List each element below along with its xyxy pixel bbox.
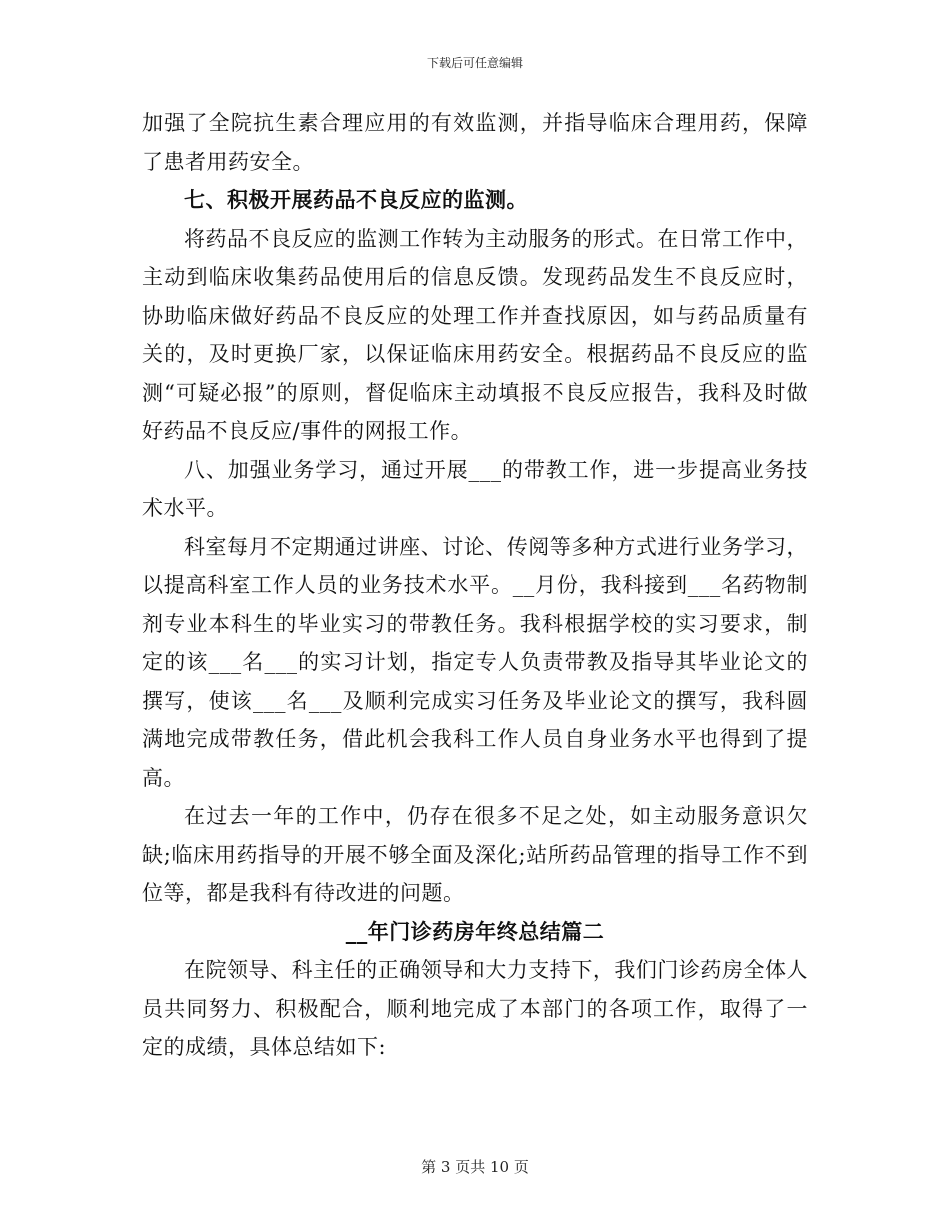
section-heading-8: 八、加强业务学习，通过开展___的带教工作，进一步提高业务技术水平。: [142, 457, 808, 520]
paragraph-shortcomings: 在过去一年的工作中，仍存在很多不足之处，如主动服务意识欠缺;临床用药指导的开展不够全面及深化;站所药品管理的指导工作不到位等，都是我科有待改进的问题。: [142, 804, 808, 905]
section-heading-7: 七、积极开展药品不良反应的监测。: [184, 187, 528, 212]
document-body: [142, 104, 808, 1067]
page-header: 下载后可任意编辑: [426, 56, 523, 70]
article-title-part-2: __年门诊药房年终总结篇二: [345, 918, 605, 944]
paragraph-continuation: 加强了全院抗生素合理应用的有效监测，并指导临床合理用药，保障了患者用药安全。: [142, 111, 808, 174]
paragraph-intro-part-2: 在院领导、科主任的正确领导和大力支持下，我们门诊药房全体人员共同努力、积极配合，顺利地完成了本部门的各项工作，取得了一定的成绩，具体总结如下:: [142, 958, 808, 1059]
page-footer: 第 3 页共 10 页: [421, 1158, 529, 1176]
paragraph-business-study: 科室每月不定期通过讲座、讨论、传阅等多种方式进行业务学习，以提高科室工作人员的业务技术水平。__月份，我科接到___名药物制剂专业本科生的毕业实习的带教任务。我科根据学校的实习要求，制定的该___名___的实习计划，指定专人负责带教及指导其毕业论文的撰写，使该___名___及顺利完成实习任务及毕业论文的撰写，我科圆满地完成带教任务，借此机会我科工作人员自身业务水平也得到了提高。: [142, 534, 808, 790]
paragraph-adr-monitoring: 将药品不良反应的监测工作转为主动服务的形式。在日常工作中，主动到临床收集药品使用后的信息反馈。发现药品发生不良反应时，协助临床做好药品不良反应的处理工作并查找原因，如与药品质量有关的，及时更换厂家，以保证临床用药安全。根据药品不良反应的监测“可疑必报”的原则，督促临床主动填报不良反应报告，我科及时做好药品不良反应/事件的网报工作。: [142, 226, 808, 443]
